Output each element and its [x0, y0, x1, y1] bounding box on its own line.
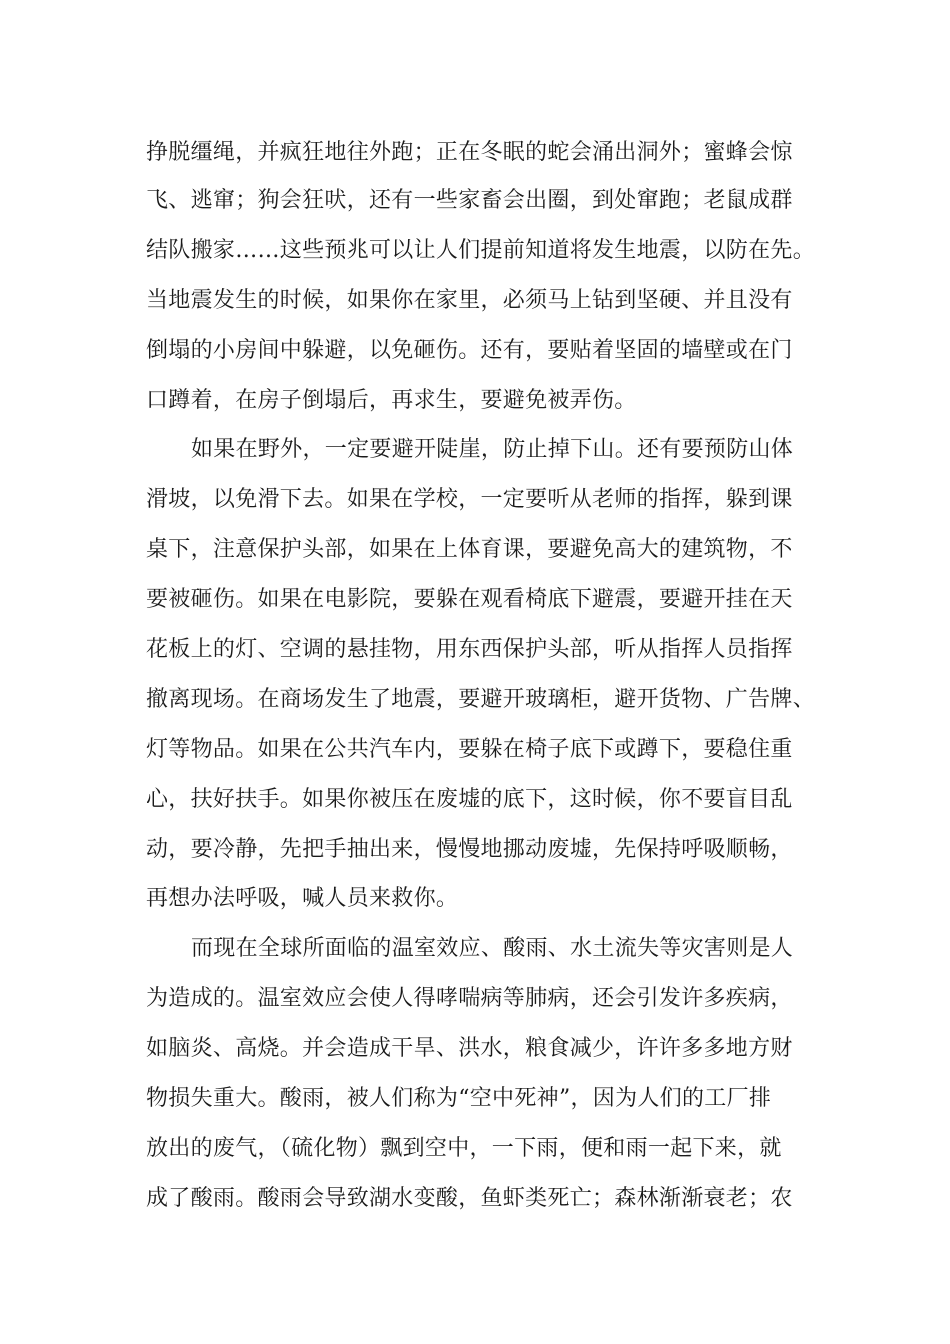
text-line: 滑坡，以免滑下去。如果在学校，一定要听从老师的指挥，躲到课: [146, 487, 793, 512]
paragraph-first-line: 如果在野外，一定要避开陡崖，防止掉下山。还有要预防山体: [191, 437, 794, 462]
text-line: 挣脱缰绳，并疯狂地往外跑；正在冬眠的蛇会涌出洞外；蜜蜂会惊: [146, 140, 793, 165]
text-line: 撤离现场。在商场发生了地震，要避开玻璃柜，避开货物、广告牌、: [146, 687, 816, 712]
text-line: 倒塌的小房间中躲避，以免砸伤。还有，要贴着坚固的墙壁或在门: [146, 338, 793, 363]
text-line: 要被砸伤。如果在电影院，要躲在观看椅底下避震，要避开挂在天: [146, 587, 793, 612]
text-line: 口蹲着，在房子倒塌后，再求生，要避免被弄伤。: [146, 388, 637, 413]
text-line: 桌下，注意保护头部，如果在上体育课，要避免高大的建筑物，不: [146, 537, 793, 562]
text-line: 飞、逃窜；狗会狂吠，还有一些家畜会出圈，到处窜跑；老鼠成群: [146, 188, 793, 213]
text-line: 成了酸雨。酸雨会导致湖水变酸，鱼虾类死亡；森林渐渐衰老；农: [146, 1186, 793, 1211]
text-line: 花板上的灯、空调的悬挂物，用东西保护头部，听从指挥人员指挥: [146, 637, 793, 662]
paragraph-first-line: 而现在全球所面临的温室效应、酸雨、水土流失等灾害则是人: [191, 936, 794, 961]
text-line: 动，要冷静，先把手抽出来，慢慢地挪动废墟，先保持呼吸顺畅，: [146, 837, 793, 862]
text-line: 灯等物品。如果在公共汽车内，要躲在椅子底下或蹲下，要稳住重: [146, 737, 793, 762]
text-line: 再想办法呼吸，喊人员来救你。: [146, 886, 459, 911]
text-line: 当地震发生的时候，如果你在家里，必须马上钻到坚硬、并且没有: [146, 288, 793, 313]
text-line: 如脑炎、高烧。并会造成干旱、洪水，粮食减少，许许多多地方财: [146, 1036, 793, 1061]
text-line: 心，扶好扶手。如果你被压在废墟的底下，这时候，你不要盲目乱: [146, 787, 793, 812]
text-line: 物损失重大。酸雨，被人们称为“空中死神”，因为人们的工厂排: [146, 1086, 772, 1111]
text-line: 放出的废气，（硫化物）飘到空中，一下雨，便和雨一起下来，就: [146, 1136, 782, 1161]
text-line: 为造成的。温室效应会使人得哮喘病等肺病，还会引发许多疾病，: [146, 986, 793, 1011]
text-line: 结队搬家……这些预兆可以让人们提前知道将发生地震，以防在先。: [146, 238, 816, 263]
